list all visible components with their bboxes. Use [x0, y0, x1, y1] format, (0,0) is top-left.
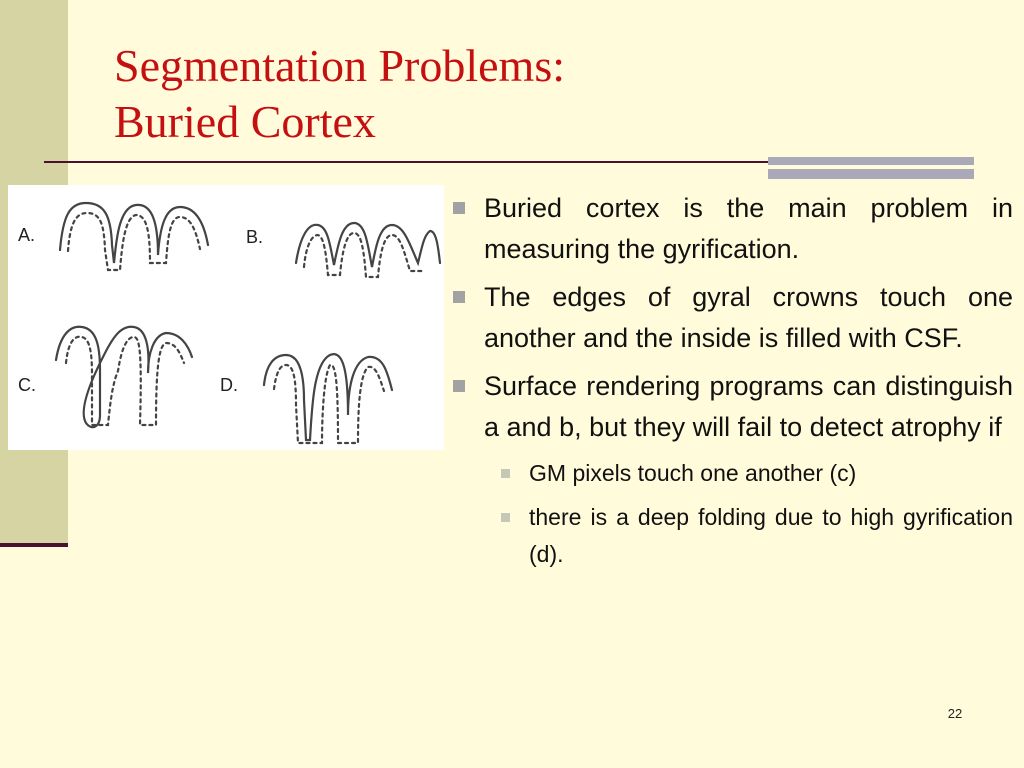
gyri-drawings	[8, 185, 444, 450]
bullet-list	[450, 188, 1013, 580]
panel-a-outer	[60, 203, 208, 263]
left-band-underline	[0, 543, 68, 547]
panel-label-d: D.	[220, 375, 238, 395]
bullet-item: Buried cortex is the main problem in measuring the gyrification.	[450, 188, 1013, 270]
panel-b-inner	[304, 233, 422, 277]
panel-a-inner	[68, 213, 200, 270]
panel-c-outer	[56, 327, 192, 427]
bullet-item: The edges of gyral crowns touch one another and the inside is filled with CSF.	[450, 277, 1013, 359]
panel-label-b: B.	[246, 227, 264, 247]
slide-title	[114, 38, 934, 150]
panel-label-a: A.	[18, 225, 36, 245]
bullet-item: Surface rendering programs can distinguish a and b, but they will fail to detect atrophy if	[450, 366, 1013, 448]
panel-b-outer	[296, 223, 440, 267]
panel-label-c: C.	[18, 375, 36, 395]
sub-bullet-item: GM pixels touch one another (c)	[450, 455, 1013, 492]
sub-bullet-item: there is a deep folding due to high gyrification (d).	[450, 499, 1013, 573]
title-divider-accent	[768, 157, 974, 179]
title-line-1: Segmentation Problems:	[114, 40, 566, 91]
title-line-2: Buried Cortex	[114, 96, 376, 147]
panel-d-inner	[274, 365, 384, 443]
page-number: 22	[947, 706, 963, 721]
gyri-diagram	[8, 185, 444, 450]
